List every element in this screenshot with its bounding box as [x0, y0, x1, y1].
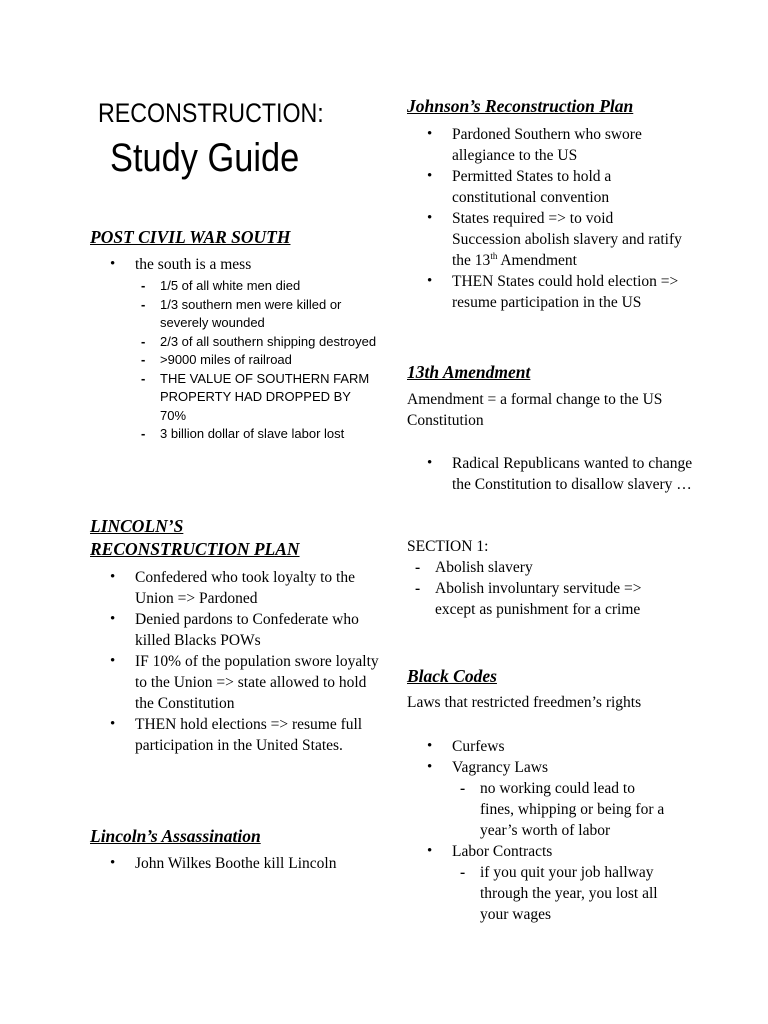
- black-codes-definition: Laws that restricted freedmen’s rights: [407, 694, 642, 711]
- list-item: • Denied pardons to Confederate who killed Blacks POWs: [90, 609, 380, 651]
- heading-black-codes: Black Codes: [407, 666, 497, 686]
- heading-post-civil-war-south: POST CIVIL WAR SOUTH: [90, 227, 291, 247]
- detail-item: - 2/3 of all southern shipping destroyed: [135, 333, 380, 352]
- bullet-text: States required => to void Succession abolish slavery and ratify the 13: [452, 210, 682, 269]
- list-item: [90, 254, 380, 444]
- detail-item: - 1/3 southern men were killed or severely wounded: [135, 296, 380, 333]
- detail-item: - THE VALUE OF SOUTHERN FARM PROPERTY HAD DROPPED BY 70%: [135, 370, 380, 426]
- list-item: • THEN hold elections => resume full participation in the United States.: [90, 714, 380, 756]
- lincoln-plan-list: [90, 567, 380, 756]
- detail-item: - if you quit your job hallway through the year, you lost all your wages: [452, 862, 672, 925]
- list-item: • THEN States could hold election => resume participation in the US: [407, 271, 682, 313]
- superscript-th: th: [490, 251, 498, 261]
- amendment-list: [407, 453, 697, 495]
- list-item: [407, 841, 697, 925]
- section-item: - Abolish involuntary servitude => except as punishment for a crime: [407, 578, 677, 620]
- list-item: • Pardoned Southern who swore allegiance to the US: [407, 124, 682, 166]
- list-item: [407, 757, 697, 841]
- heading-13th-amendment: 13th Amendment: [407, 362, 531, 382]
- section-1: [407, 536, 697, 620]
- section-item: - Abolish slavery: [407, 557, 677, 578]
- list-item: [407, 208, 682, 271]
- labor-details: [452, 862, 672, 925]
- post-civil-war-list: [90, 254, 380, 444]
- bullet-text-end: Amendment: [497, 252, 577, 269]
- detail-item: - >9000 miles of railroad: [135, 351, 380, 370]
- heading-lincoln-plan-line-1: LINCOLN’S: [90, 516, 184, 536]
- bullet-text: Vagrancy Laws: [452, 759, 548, 776]
- post-civil-war-details: [135, 277, 380, 444]
- section-items: [407, 557, 677, 620]
- list-item: • IF 10% of the population swore loyalty to the Union => state allowed to hold the Constitution: [90, 651, 380, 714]
- heading-lincoln-assassination: Lincoln’s Assassination: [90, 826, 261, 846]
- list-item: • John Wilkes Boothe kill Lincoln: [90, 853, 340, 874]
- bullet-text: Labor Contracts: [452, 843, 553, 860]
- title-line-1: RECONSTRUCTION:: [98, 98, 324, 128]
- list-item: • Curfews: [407, 736, 697, 757]
- amendment-definition: Amendment = a formal change to the US Constitution: [407, 391, 663, 429]
- johnson-plan-list: [407, 124, 682, 313]
- section-label: SECTION 1:: [407, 538, 489, 555]
- black-codes-list: [407, 736, 697, 925]
- list-item: • Permitted States to hold a constitutional convention: [407, 166, 682, 208]
- heading-lincoln-plan-line-2: RECONSTRUCTION PLAN: [90, 539, 300, 559]
- heading-johnson-plan: Johnson’s Reconstruction Plan: [407, 96, 634, 116]
- detail-item: - 1/5 of all white men died: [135, 277, 380, 296]
- title-line-2: Study Guide: [110, 136, 300, 180]
- detail-item: - no working could lead to fines, whipping or being for a year’s worth of labor: [452, 778, 672, 841]
- bullet-text: the south is a mess: [135, 256, 252, 273]
- lincoln-assassination-list: [90, 853, 340, 874]
- list-item: • Confedered who took loyalty to the Union => Pardoned: [90, 567, 380, 609]
- detail-item: - 3 billion dollar of slave labor lost: [135, 425, 380, 444]
- list-item: • Radical Republicans wanted to change the Constitution to disallow slavery …: [407, 453, 697, 495]
- vagrancy-details: [452, 778, 672, 841]
